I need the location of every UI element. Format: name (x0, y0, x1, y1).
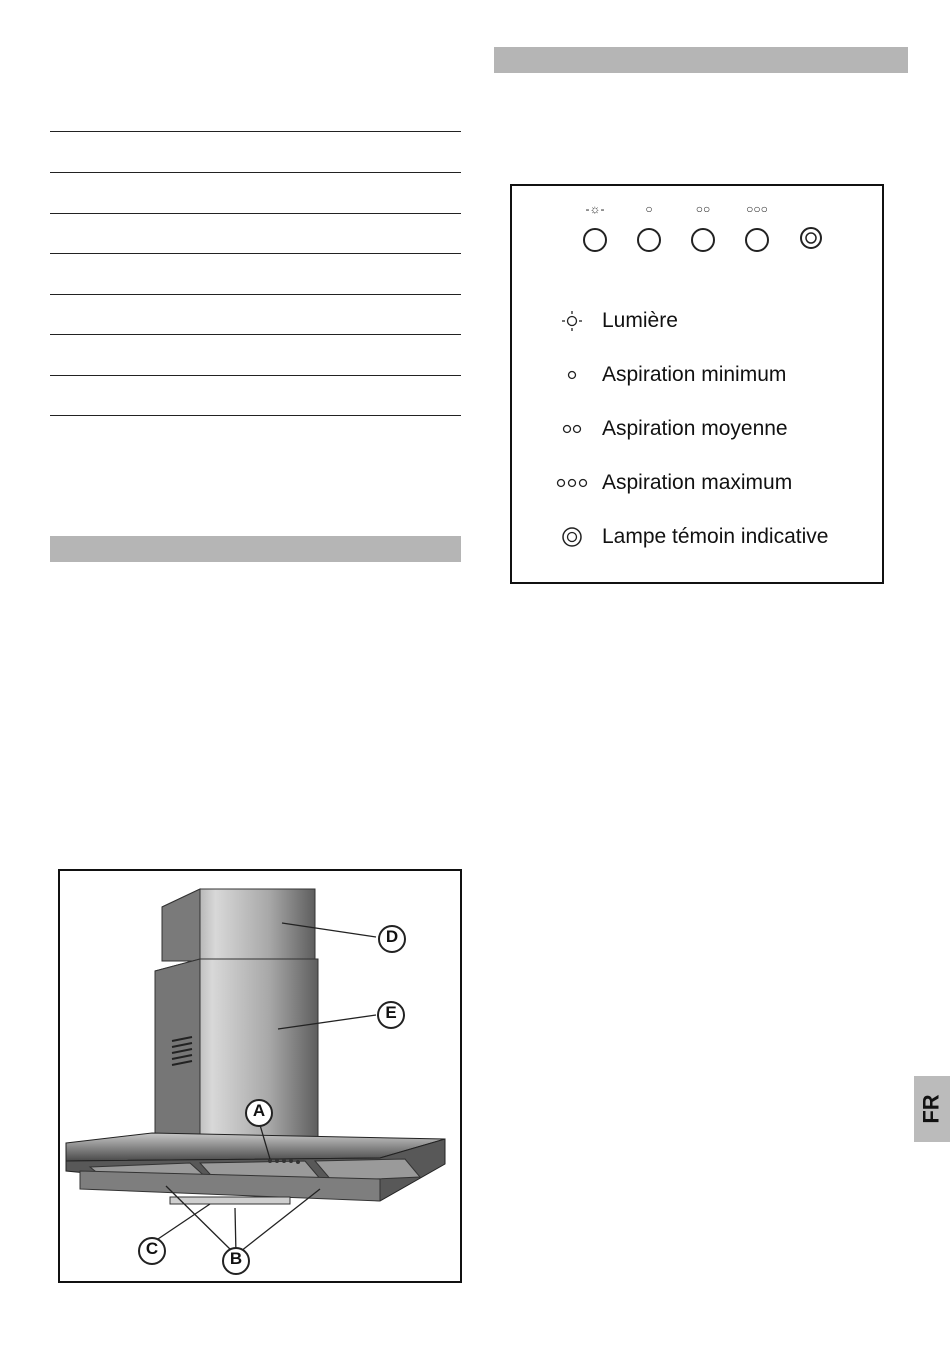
indicator-lamp-icon (552, 526, 592, 548)
table-rule (50, 294, 461, 295)
legend-item-light (552, 306, 678, 336)
callout-b: B (229, 1249, 243, 1268)
one-dot-icon (552, 369, 592, 381)
legend-label: Aspiration minimum (602, 363, 787, 386)
speed1-symbol: ○ (645, 202, 653, 216)
table-rule (50, 172, 461, 173)
legend-label: Lumière (602, 309, 678, 332)
speed2-symbol: ○○ (695, 202, 711, 216)
control-panel-diagram (510, 184, 884, 584)
speed3-symbol: ○○○ (746, 202, 768, 216)
callout-a: A (252, 1101, 266, 1120)
table-rule (50, 131, 461, 132)
legend-label: Aspiration moyenne (602, 417, 788, 440)
legend-item-max (552, 468, 792, 498)
section-header-bar-left (50, 536, 461, 562)
callout-c: C (145, 1239, 159, 1258)
indicator-lamp-icon (799, 226, 823, 250)
speed-min-button[interactable] (637, 228, 661, 252)
hood-illustration (58, 869, 462, 1283)
speed-mid-button[interactable] (691, 228, 715, 252)
speed-max-button[interactable] (745, 228, 769, 252)
three-dots-icon (552, 477, 592, 489)
language-tab (914, 1076, 950, 1142)
callout-e: E (385, 1003, 397, 1022)
table-rule (50, 334, 461, 335)
legend-item-lamp (552, 522, 828, 552)
table-rule (50, 253, 461, 254)
table-rule (50, 415, 461, 416)
legend-item-min (552, 360, 786, 390)
sun-icon (552, 310, 592, 332)
callout-d: D (385, 927, 399, 946)
table-rule (50, 375, 461, 376)
language-label: FR (918, 1094, 944, 1124)
legend-label: Lampe témoin indicative (602, 525, 829, 548)
two-dots-icon (552, 423, 592, 435)
section-header-bar-right (494, 47, 908, 73)
legend-item-mid (552, 414, 788, 444)
legend-label: Aspiration maximum (602, 471, 793, 494)
light-symbol: -☼- (585, 202, 605, 216)
table-rule (50, 213, 461, 214)
light-button[interactable] (583, 228, 607, 252)
